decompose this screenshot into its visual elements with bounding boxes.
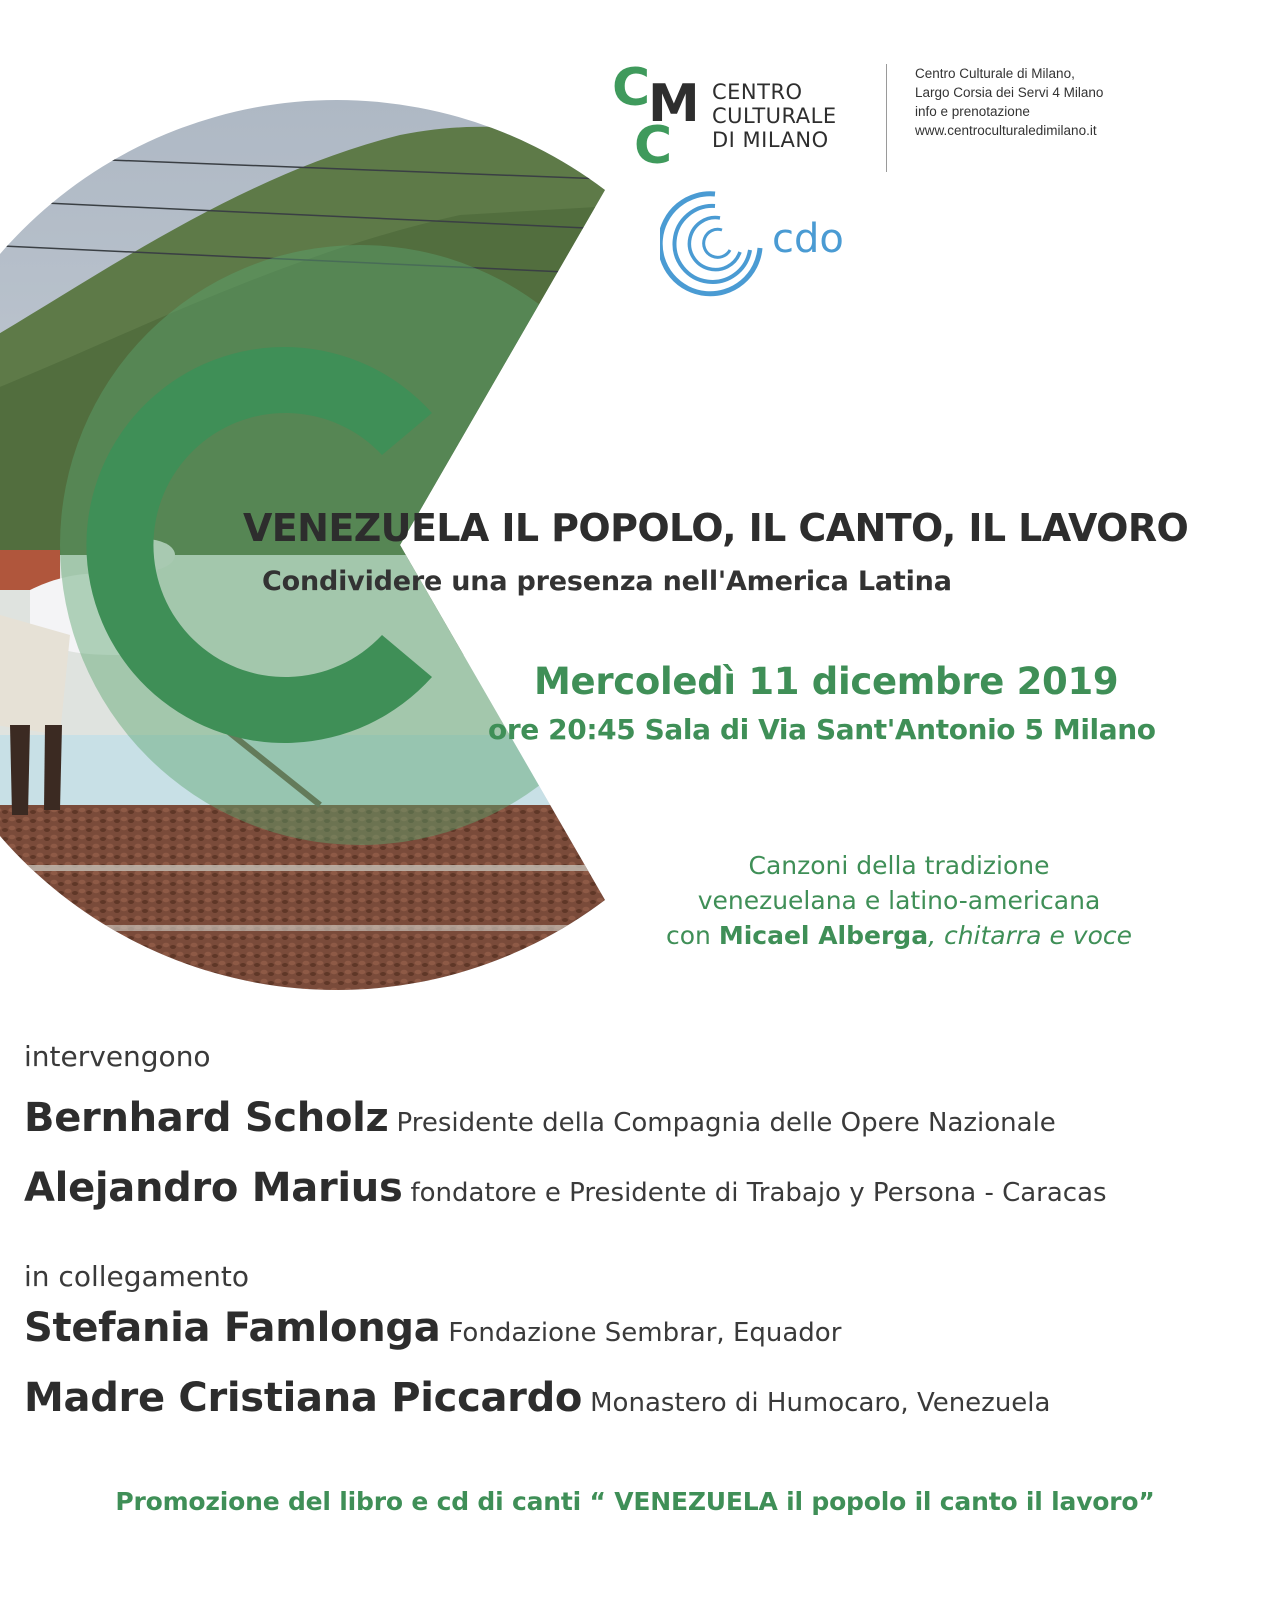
book-promo: Promozione del libro e cd di canti “ VENEZUELA il popolo il canto il lavoro” <box>115 1487 1155 1516</box>
speaker-name: Alejandro Marius <box>24 1165 403 1211</box>
speaker-role: Fondazione Sembrar, Equador <box>448 1318 842 1348</box>
music-prefix: con <box>666 921 719 950</box>
cmc-logo-line: CULTURALE <box>712 104 837 128</box>
cmc-logo-letter-m: M <box>648 74 700 134</box>
website-link[interactable]: www.centroculturaledimilano.it <box>915 123 1097 138</box>
speaker-item <box>24 1305 841 1351</box>
cmc-logo <box>612 58 872 176</box>
speaker-name: Bernhard Scholz <box>24 1095 389 1141</box>
cdo-logo-text: cdo <box>772 216 844 262</box>
cmc-logo-letter-c-lower: C <box>634 116 673 176</box>
speakers-label: intervengono <box>24 1040 211 1073</box>
speaker-item <box>24 1375 1050 1421</box>
speaker-name: Madre Cristiana Piccardo <box>24 1375 583 1421</box>
event-title: VENEZUELA IL POPOLO, IL CANTO, IL LAVORO <box>243 506 1189 550</box>
music-line: venezuelana e latino-americana <box>697 886 1101 915</box>
music-performer-line <box>620 918 1178 953</box>
organizer-address <box>915 64 1103 140</box>
cdo-spiral-icon <box>660 188 770 304</box>
speaker-item <box>24 1095 1056 1141</box>
speaker-role: fondatore e Presidente di Trabajo y Persona - Caracas <box>410 1178 1107 1208</box>
logo-divider <box>886 64 887 172</box>
music-description <box>620 848 1178 953</box>
event-time-place: ore 20:45 Sala di Via Sant'Antonio 5 Milano <box>488 713 1156 746</box>
remote-speakers-label: in collegamento <box>24 1260 250 1293</box>
speaker-role: Monastero di Humocaro, Venezuela <box>590 1388 1051 1418</box>
cmc-logo-line: DI MILANO <box>712 128 829 152</box>
music-line: Canzoni della tradizione <box>748 851 1050 880</box>
cdo-logo <box>660 188 860 304</box>
performer-role: , chitarra e voce <box>928 921 1132 950</box>
speaker-name: Stefania Famlonga <box>24 1305 441 1351</box>
speaker-role: Presidente della Compagnia delle Opere Nazionale <box>396 1108 1056 1138</box>
address-line: Largo Corsia dei Servi 4 Milano <box>915 85 1104 100</box>
event-photo-circle <box>0 95 630 1015</box>
address-line: info e prenotazione <box>915 104 1030 119</box>
speaker-item <box>24 1165 1107 1211</box>
event-subtitle: Condividere una presenza nell'America Latina <box>262 566 952 597</box>
event-date: Mercoledì 11 dicembre 2019 <box>534 660 1119 703</box>
performer-name: Micael Alberga <box>718 921 929 950</box>
cmc-logo-letter-c: C <box>612 58 651 118</box>
cmc-logo-text <box>712 80 837 152</box>
address-line: Centro Culturale di Milano, <box>915 66 1075 81</box>
cmc-logo-line: CENTRO <box>712 80 803 104</box>
